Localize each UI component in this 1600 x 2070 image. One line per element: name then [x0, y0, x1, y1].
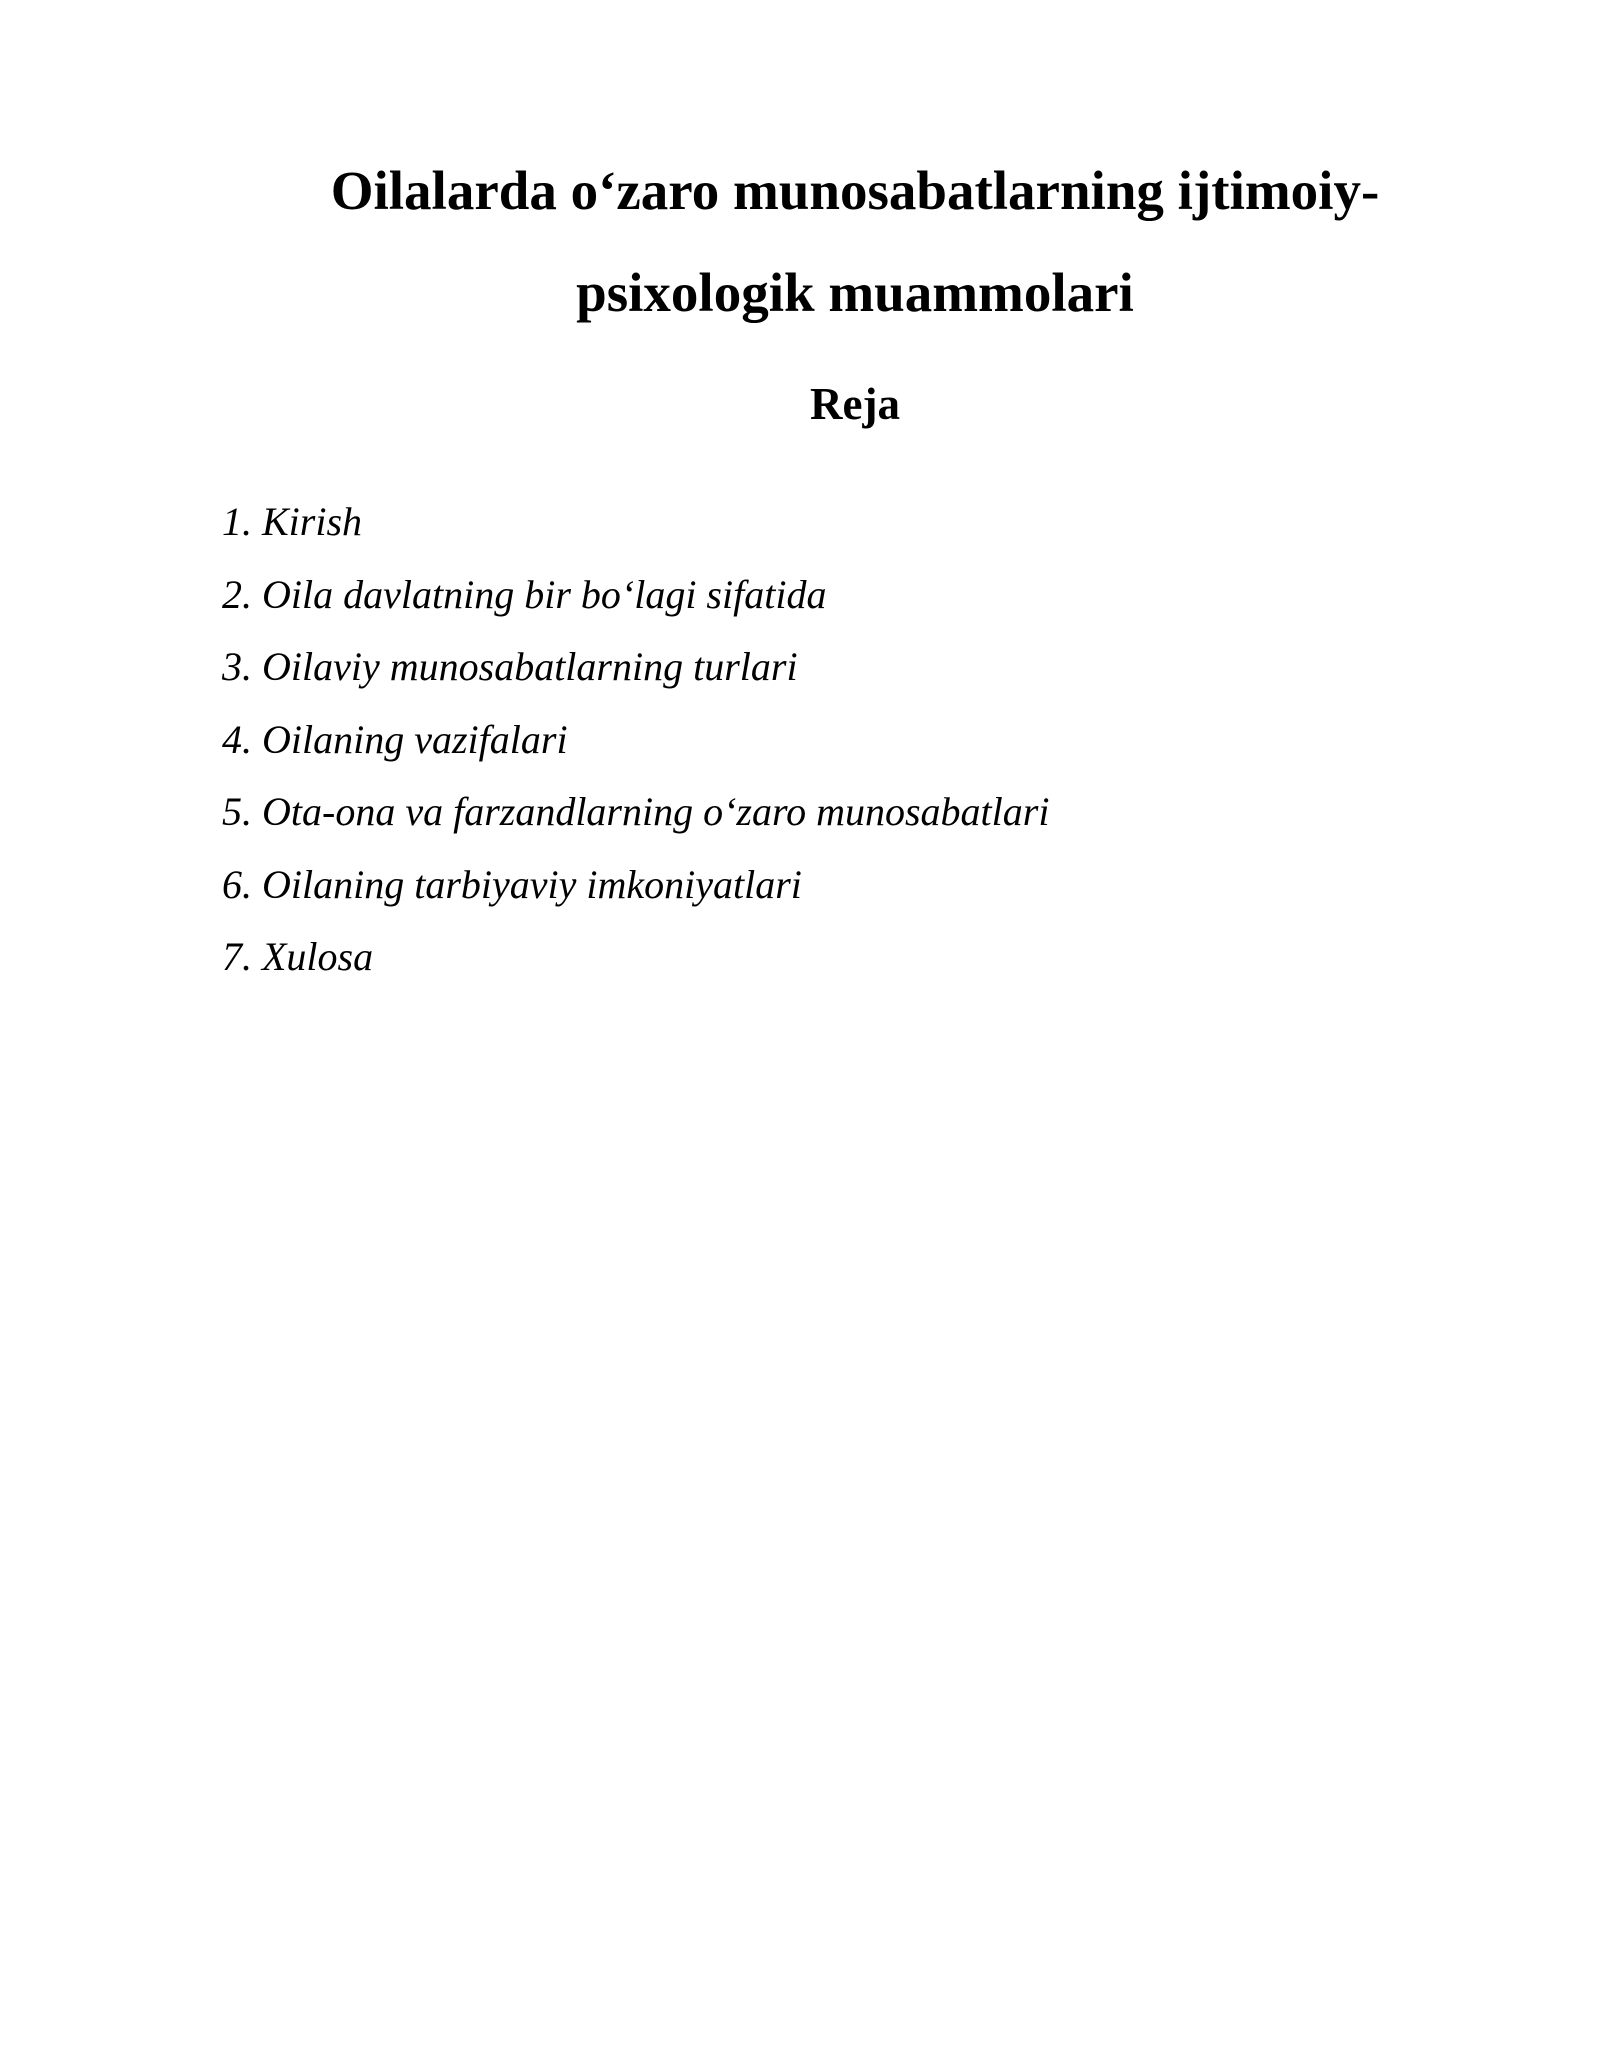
- plan-item-parent-child-relations: 5. Ota-ona va farzandlarning o‘zaro munosabatlari: [222, 789, 1050, 834]
- plan-item-introduction: 1. Kirish: [222, 499, 363, 544]
- plan-item-relationship-types: 3. Oilaviy munosabatlarning turlari: [222, 644, 798, 689]
- plan-list: [222, 486, 1049, 994]
- title-line-2: psixologik muammolari: [576, 262, 1134, 323]
- plan-item-family-functions: 4. Oilaning vazifalari: [222, 716, 568, 762]
- plan-heading: Reja: [810, 379, 900, 429]
- plan-item-educational-opportunities: 6. Oilaning tarbiyaviy imkoniyatlari: [222, 861, 802, 907]
- document-title: [200, 140, 1510, 344]
- plan-item-conclusion: 7. Xulosa: [222, 934, 374, 979]
- title-line-1: Oilalarda o‘zaro munosabatlarning ijtimoiy-: [330, 160, 1380, 221]
- plan-item-family-state: 2. Oila davlatning bir bo‘lagi sifatida: [222, 571, 827, 617]
